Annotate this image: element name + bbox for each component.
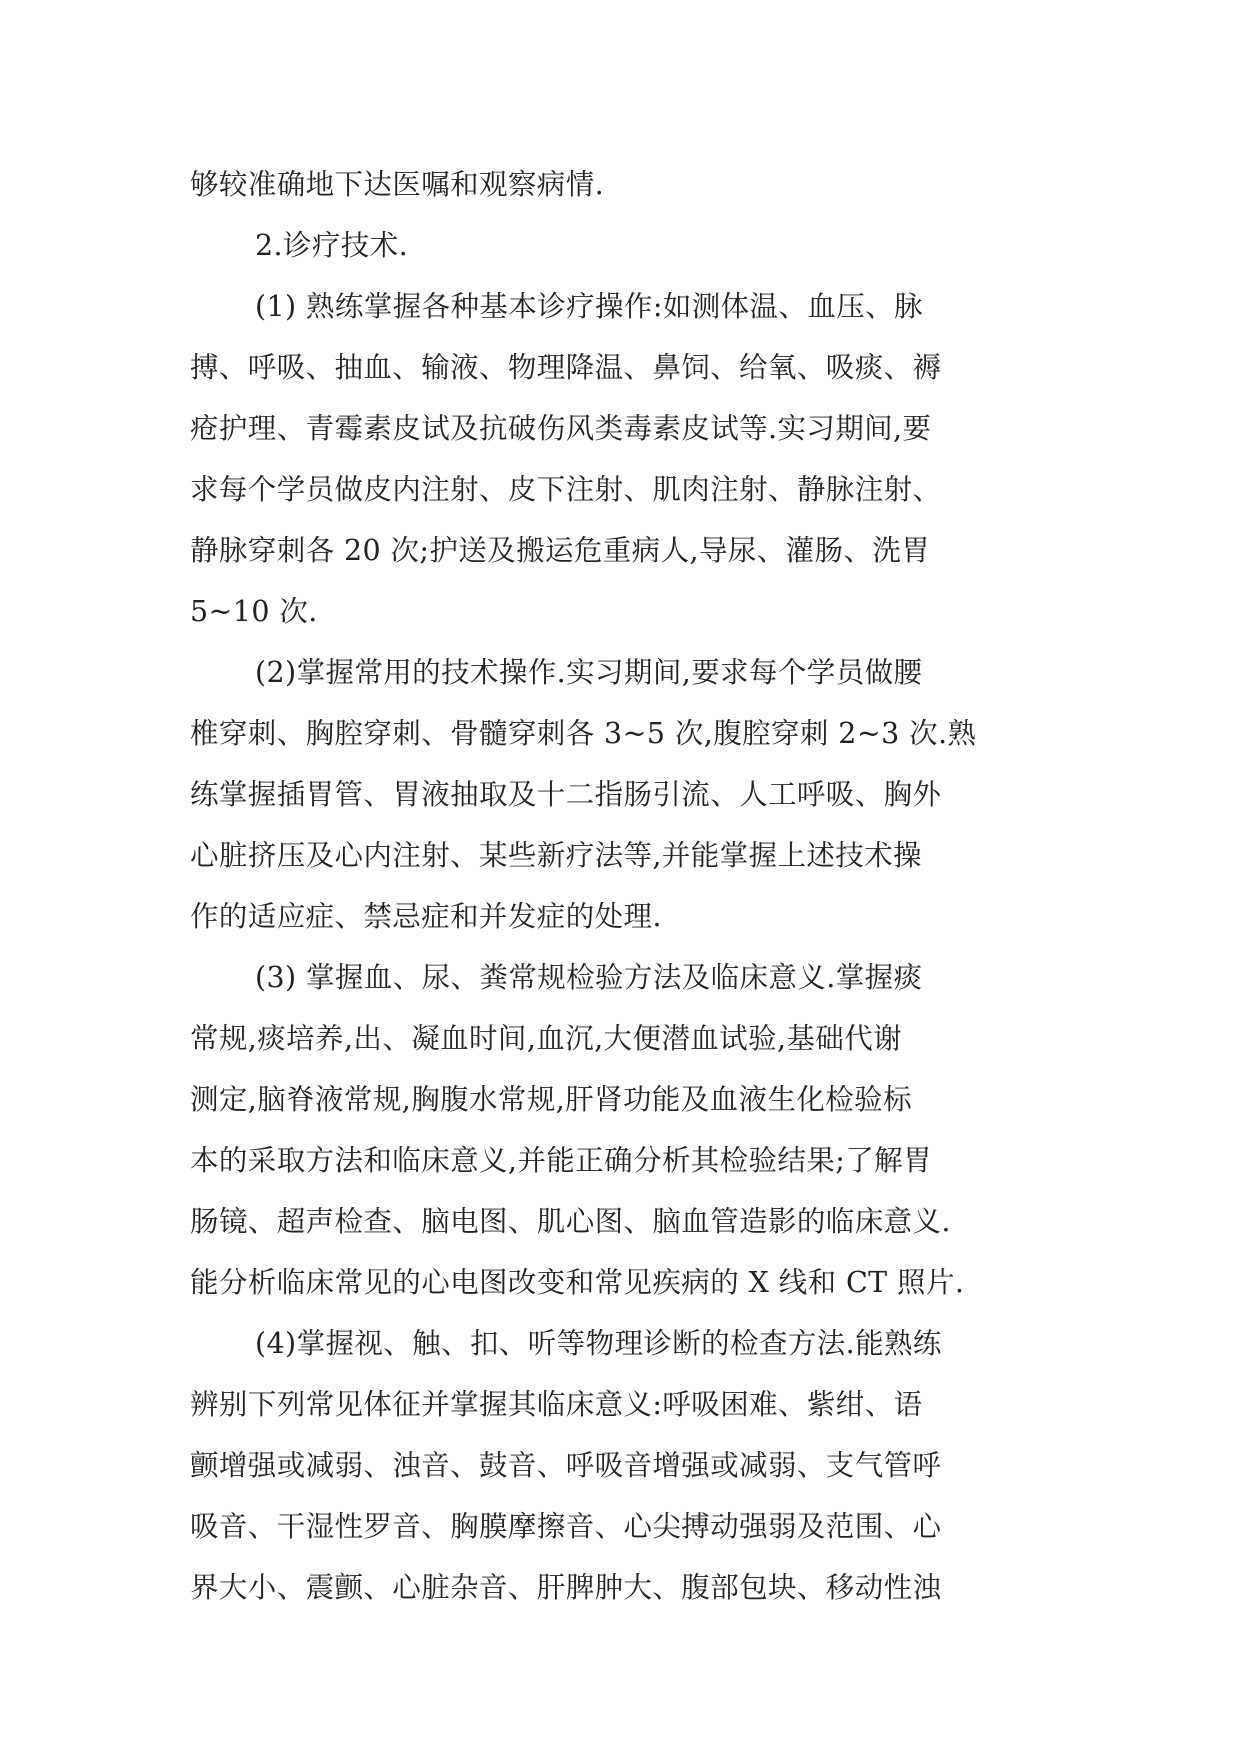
text-line: 颤增强或减弱、浊音、鼓音、呼吸音增强或减弱、支气管呼: [190, 1449, 942, 1482]
text-line: 搏、呼吸、抽血、输液、物理降温、鼻饲、给氧、吸痰、褥: [190, 351, 942, 384]
text-line: 辨别下列常见体征并掌握其临床意义:呼吸困难、紫绀、语: [190, 1388, 923, 1421]
text-line: 界大小、震颤、心脏杂音、肝脾肿大、腹部包块、移动性浊: [190, 1571, 942, 1604]
text-line: 5~10 次.: [190, 595, 318, 628]
text-line: (1) 熟练掌握各种基本诊疗操作:如测体温、血压、脉: [255, 290, 923, 323]
text-line: 心脏挤压及心内注射、某些新疗法等,并能掌握上述技术操: [190, 839, 922, 872]
text-line: 求每个学员做皮内注射、皮下注射、肌肉注射、静脉注射、: [190, 473, 942, 506]
text-line: (4)掌握视、触、扣、听等物理诊断的检查方法.能熟练: [255, 1327, 942, 1360]
text-line: 静脉穿刺各 20 次;护送及搬运危重病人,导尿、灌肠、洗胃: [190, 534, 931, 567]
section-heading: 2.诊疗技术.: [255, 229, 409, 262]
text-line: 够较准确地下达医嘱和观察病情.: [190, 168, 605, 201]
text-line: 能分析临床常见的心电图改变和常见疾病的 X 线和 CT 照片.: [190, 1266, 965, 1299]
text-line: 练掌握插胃管、胃液抽取及十二指肠引流、人工呼吸、胸外: [190, 778, 942, 811]
text-line: 本的采取方法和临床意义,并能正确分析其检验结果;了解胃: [190, 1144, 932, 1177]
text-line: (3) 掌握血、尿、粪常规检验方法及临床意义.掌握痰: [255, 961, 923, 994]
text-line: 吸音、干湿性罗音、胸膜摩擦音、心尖搏动强弱及范围、心: [190, 1510, 942, 1543]
text-line: (2)掌握常用的技术操作.实习期间,要求每个学员做腰: [255, 656, 923, 689]
text-line: 作的适应症、禁忌症和并发症的处理.: [190, 900, 662, 933]
text-line: 椎穿刺、胸腔穿刺、骨髓穿刺各 3~5 次,腹腔穿刺 2~3 次.熟: [190, 717, 977, 750]
text-line: 测定,脑脊液常规,胸腹水常规,肝肾功能及血液生化检验标: [190, 1083, 912, 1116]
text-line: 疮护理、青霉素皮试及抗破伤风类毒素皮试等.实习期间,要: [190, 412, 932, 445]
text-line: 常规,痰培养,出、凝血时间,血沉,大便潜血试验,基础代谢: [190, 1022, 902, 1055]
text-line: 肠镜、超声检查、脑电图、肌心图、脑血管造影的临床意义.: [190, 1205, 951, 1238]
